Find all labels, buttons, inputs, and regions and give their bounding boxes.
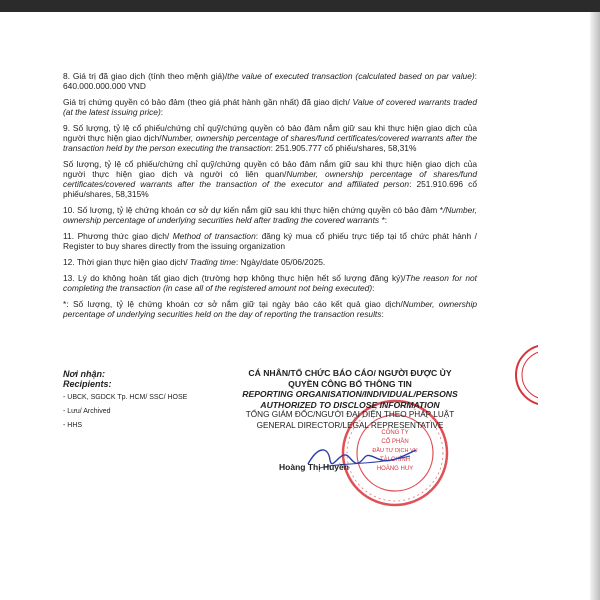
item-8-en: the value of executed transaction (calculated based on par value) — [227, 71, 475, 81]
recipients-title-en: Recipients: — [63, 379, 112, 389]
item-12-en: Trading time — [189, 257, 236, 267]
item-10-en: /Number, ownership percentage of underlying securities held after trading the covered warrants * — [63, 205, 477, 225]
item-11-en: Method of transaction — [172, 231, 256, 241]
seal-text: ĐẦU TƯ DỊCH VỤ — [372, 448, 418, 454]
item-8 — [63, 71, 477, 91]
item-8b-en: Value of covered warrants traded (at the latest issuing price) — [63, 97, 477, 117]
sig-title-en: GENERAL DIRECTOR/LEGAL REPRESENTATIVE — [256, 420, 444, 430]
item-13-lead: 13. Lý do không hoàn tất giao dịch (trường hợp không thực hiện hết số lượng đăng ký)/ — [63, 273, 406, 283]
footnote-lead: *: Số lượng, tỷ lệ chứng khoán cơ sở nắm giữ tại ngày báo cáo kết quả giao dịch/ — [63, 299, 403, 309]
recipients-title-vi: Nơi nhận: — [63, 369, 106, 379]
item-9-en: Number, ownership percentage of shares/fund certificates/covered warrants after the transaction held by the person executing the transaction — [63, 133, 477, 153]
seal-text: CÔNG TY — [381, 430, 409, 436]
page-edge-shadow — [590, 12, 600, 600]
item-9b-value: : 251.910.696 cổ phiếu/shares, 58,315% — [63, 179, 478, 199]
partial-stamp-edge — [498, 345, 538, 405]
document-body — [63, 71, 477, 325]
item-9-affiliated — [63, 159, 477, 199]
footnote-value: : — [381, 309, 384, 319]
sig-line-vi-2: QUYỀN CÔNG BỐ THÔNG TIN — [288, 378, 412, 389]
seal-text: HOÀNG HUY — [376, 466, 414, 472]
recipient-item: - UBCK, SGDCK Tp. HCM/ SSC/ HOSE — [63, 394, 188, 401]
item-8b-lead: Giá trị chứng quyền có bảo đảm (theo giá phát hành gần nhất) đã giao dịch/ — [63, 97, 353, 107]
item-10 — [63, 205, 477, 225]
item-12-value: : Ngày/date 05/06/2025. — [235, 257, 326, 267]
item-9-value: : 251.905.777 cổ phiếu/shares, 58,31% — [270, 143, 417, 153]
item-8-value: : 640.000.000.000 VND — [63, 71, 477, 91]
item-9 — [63, 123, 477, 153]
footnote — [63, 299, 477, 319]
item-11-value: : đăng ký mua cổ phiếu trực tiếp tại tổ chức phát hành / Register to buy shares directly from the issuing organization — [63, 231, 477, 251]
signer-name: Hoàng Thị Huyền — [279, 462, 349, 472]
item-9-lead: 9. Số lượng, tỷ lệ cổ phiếu/chứng chỉ quỹ/chứng quyền có bảo đảm nắm giữ sau khi thực hiện giao dịch của người thực hiện giao dịch/ — [63, 123, 477, 143]
item-12 — [63, 257, 477, 267]
item-8-warrants — [63, 97, 477, 117]
item-9b-en: Number, ownership percentage of shares/fund certificates/covered warrants after the transaction of the executor and affiliated person — [63, 169, 477, 189]
sig-line-en-2: AUTHORIZED TO DISCLOSE INFORMATION — [260, 399, 440, 410]
window-top-bar — [0, 0, 600, 12]
item-13-en: The reason for not completing the transaction (in case all of the registered amount not being executed) — [63, 273, 478, 293]
item-8-lead: 8. Giá trị đã giao dịch (tính theo mệnh giá)/ — [63, 71, 228, 81]
item-9b-lead: Số lượng, tỷ lệ cổ phiếu/chứng chỉ quỹ/chứng quyền có bảo đảm nắm giữ sau khi thực hiện giao dịch của người thực hiện giao dịch và người có liên quan/ — [63, 159, 477, 179]
item-12-lead: 12. Thời gian thực hiện giao dịch/ — [63, 257, 190, 267]
item-13 — [63, 273, 477, 293]
item-10-lead: 10. Số lượng, tỷ lệ chứng khoán cơ sở dự kiến nắm giữ sau khi thực hiện chứng quyền có bảo đảm * — [63, 205, 444, 215]
recipient-item: - HHS — [63, 422, 83, 429]
footnote-en: Number, ownership percentage of underlying securities held on the day of reporting the transaction results — [63, 299, 477, 319]
recipient-item: - Lưu/ Archived — [63, 408, 111, 415]
recipients-block — [63, 369, 233, 431]
seal-text: CỔ PHẦN — [381, 439, 409, 445]
signature-block — [222, 368, 478, 431]
seal-text: TÀI CHÍNH — [380, 457, 410, 463]
handwritten-signature — [300, 438, 420, 478]
item-11-lead: 11. Phương thức giao dịch/ — [63, 231, 173, 241]
sig-line-vi-1: CÁ NHÂN/TỔ CHỨC BÁO CÁO/ NGƯỜI ĐƯỢC ỦY — [248, 368, 452, 378]
item-13-value: : — [372, 283, 375, 293]
item-11 — [63, 231, 477, 251]
sig-line-en-1: REPORTING ORGANISATION/INDIVIDUAL/PERSONS — [242, 389, 458, 399]
sig-title-vi: TỔNG GIÁM ĐỐC/NGƯỜI ĐẠI DIỆN THEO PHÁP LUẬT — [245, 410, 455, 419]
item-8b-value: : — [160, 107, 164, 117]
item-10-value: : — [384, 215, 388, 225]
